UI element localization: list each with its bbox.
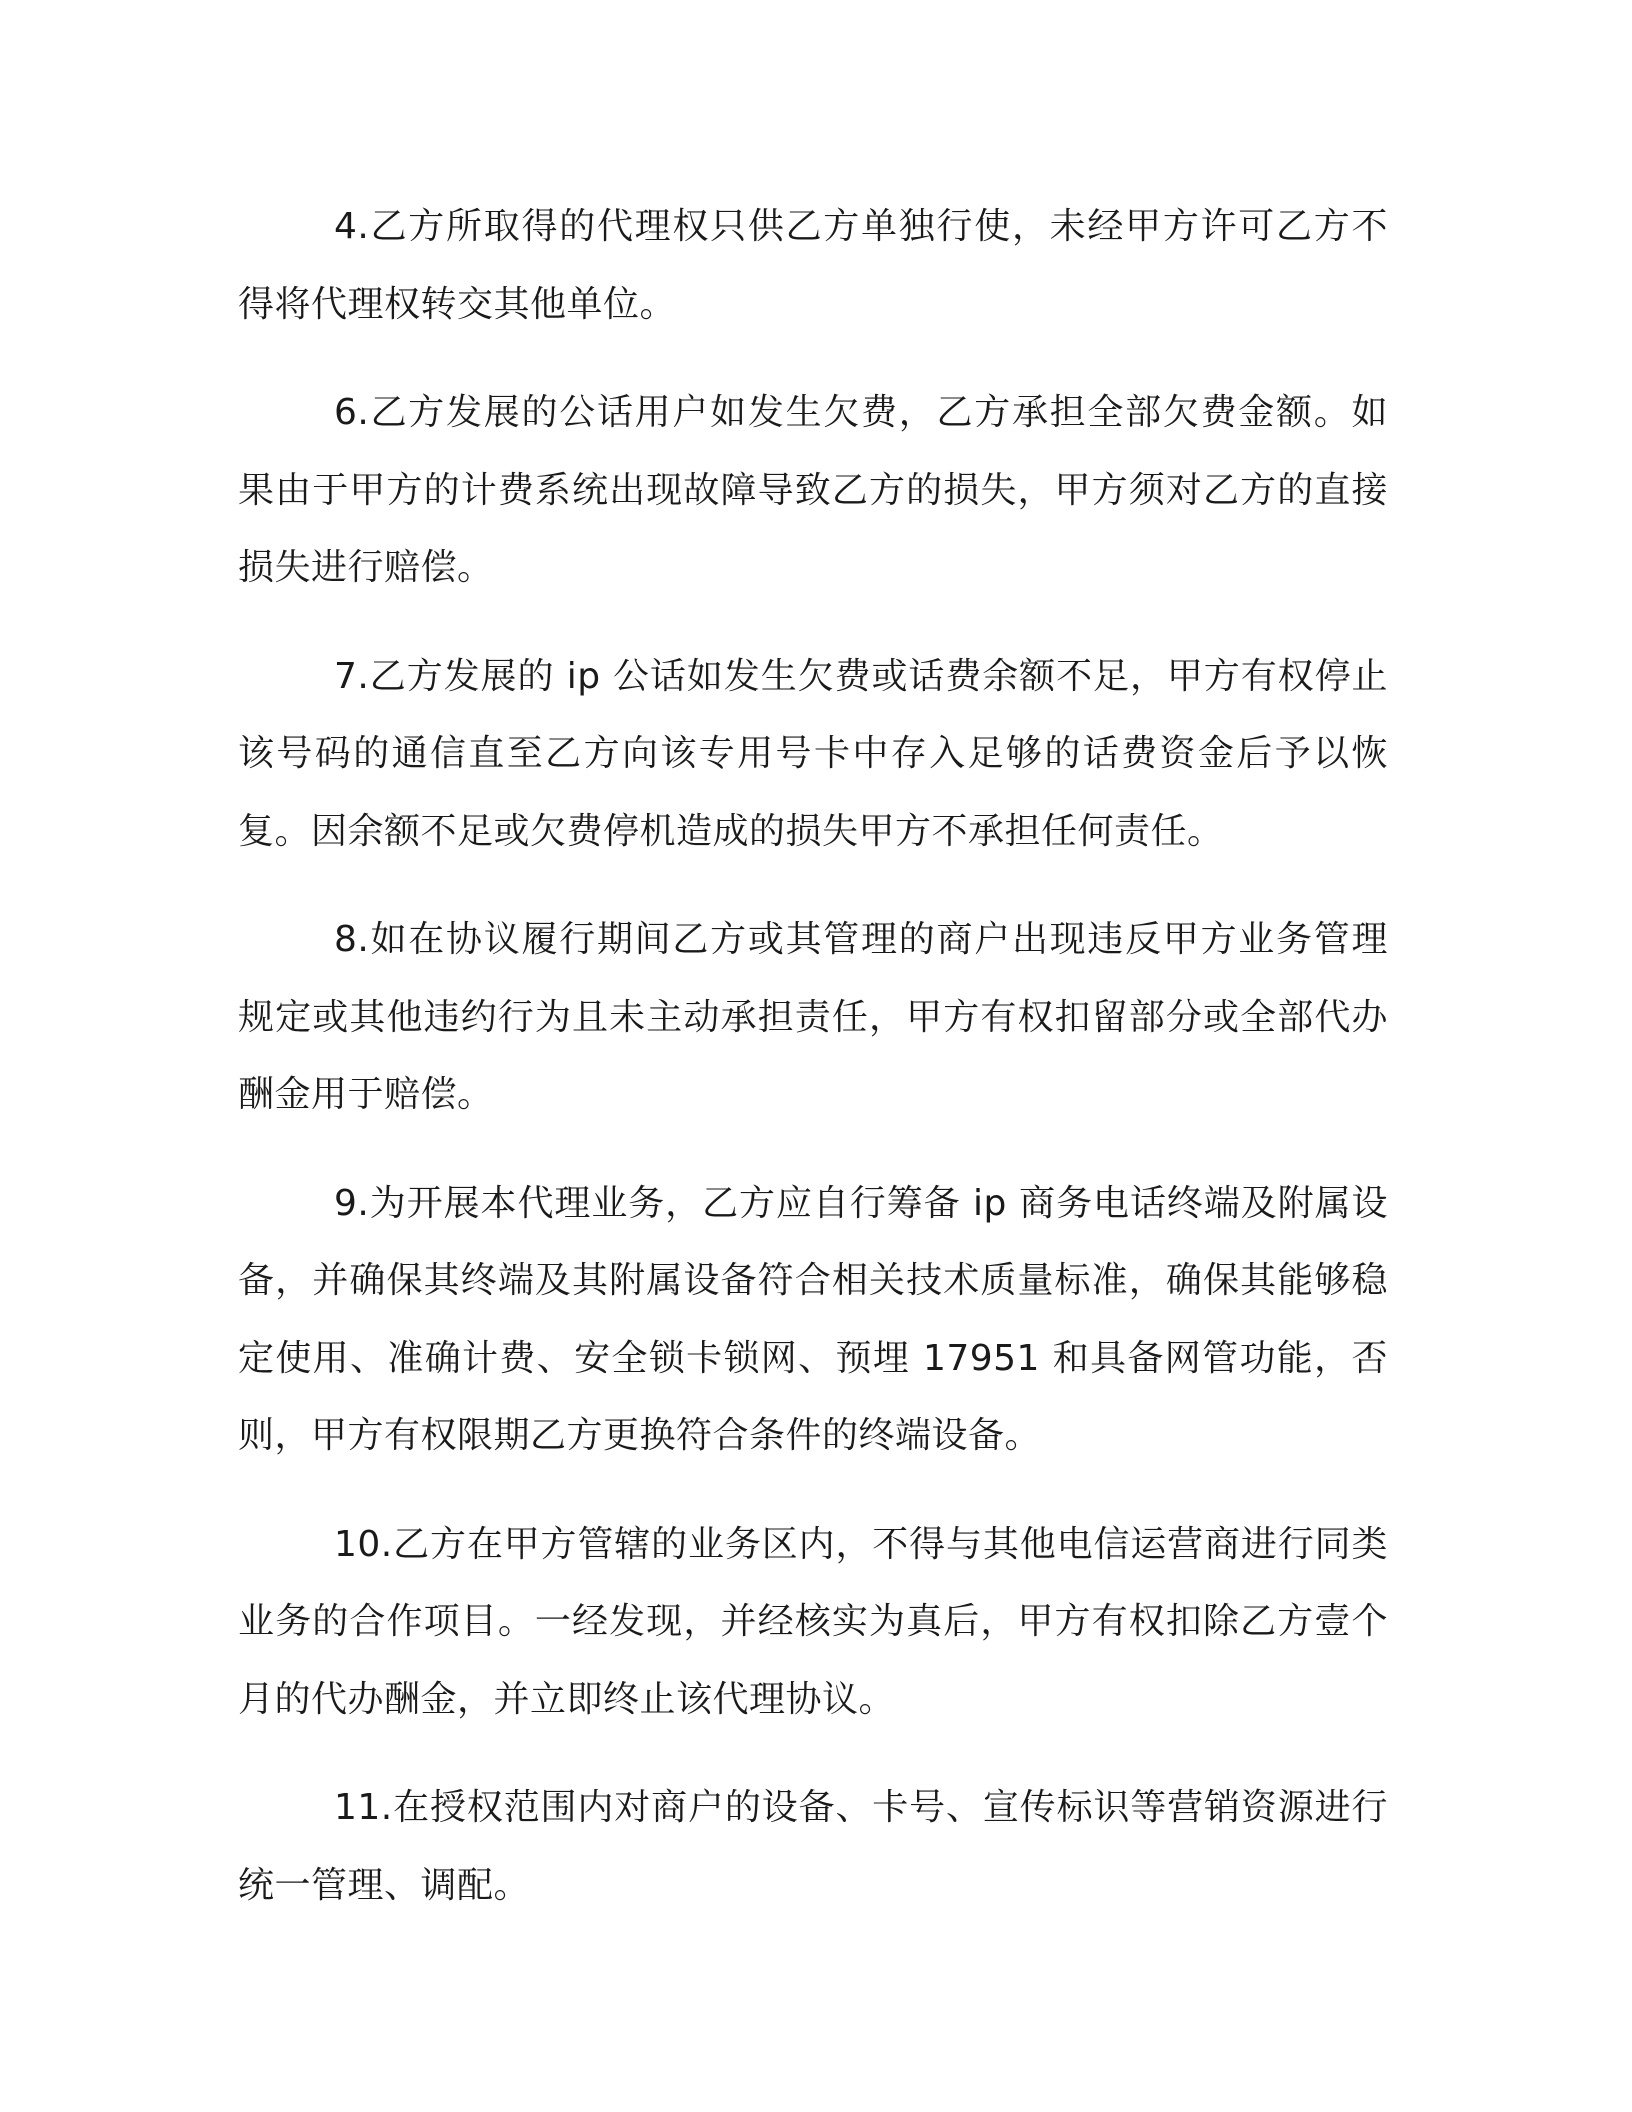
clause-7-paragraph: 7.乙方发展的 ip 公话如发生欠费或话费余额不足，甲方有权停止该号码的通信直至乙方向该专用号卡中存入足够的话费资金后予以恢复。因余额不足或欠费停机造成的损失甲方不承担任何责任。 [238,655,1388,852]
clause-10-paragraph: 10.乙方在甲方管辖的业务区内，不得与其他电信运营商进行同类业务的合作项目。一经发现，并经核实为真后，甲方有权扣除乙方壹个月的代办酬金，并立即终止该代理协议。 [238,1523,1388,1720]
clause-11-paragraph: 11.在授权范围内对商户的设备、卡号、宣传标识等营销资源进行统一管理、调配。 [238,1787,1388,1906]
clause-4-paragraph: 4.乙方所取得的代理权只供乙方单独行使，未经甲方许可乙方不得将代理权转交其他单位。 [238,206,1388,325]
document-body [238,188,1388,1924]
clause-8-paragraph: 8.如在协议履行期间乙方或其管理的商户出现违反甲方业务管理规定或其他违约行为且未主动承担责任，甲方有权扣留部分或全部代办酬金用于赔偿。 [238,919,1388,1115]
clause-9-paragraph: 9.为开展本代理业务，乙方应自行筹备 ip 商务电话终端及附属设备，并确保其终端及其附属设备符合相关技术质量标准，确保其能够稳定使用、准确计费、安全锁卡锁网、预埋 17951 和具备网管功能，否则，甲方有权限期乙方更换符合条件的终端设备。 [238,1182,1388,1456]
clause-6-paragraph: 6.乙方发展的公话用户如发生欠费，乙方承担全部欠费金额。如果由于甲方的计费系统出现故障导致乙方的损失，甲方须对乙方的直接损失进行赔偿。 [238,392,1388,588]
